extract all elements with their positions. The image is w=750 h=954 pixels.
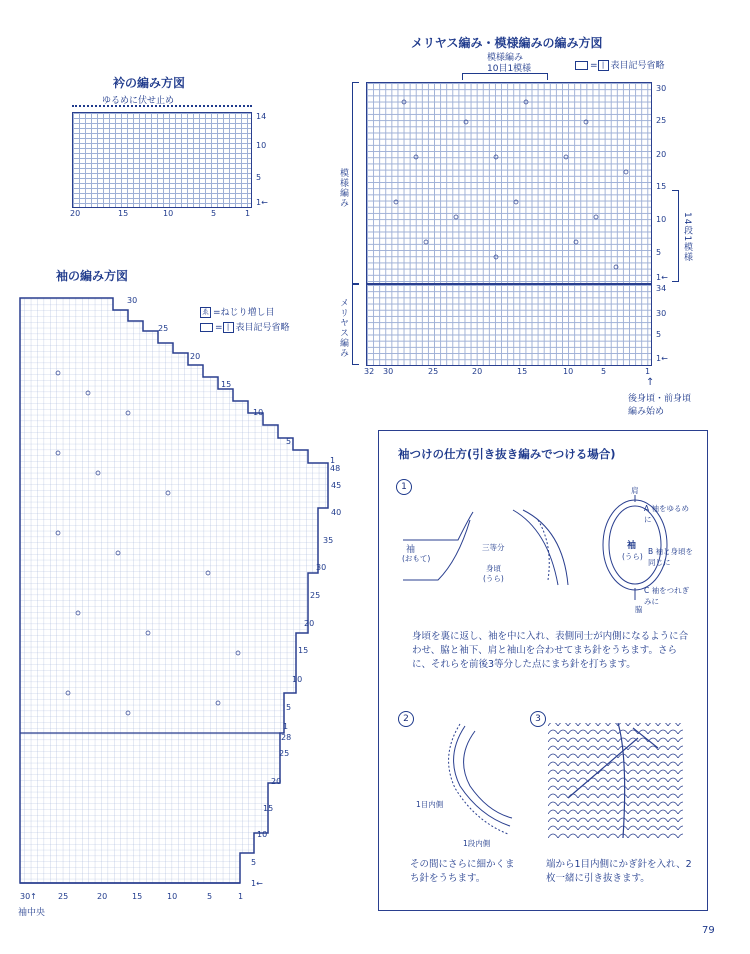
fig2-inner-row: 1段内側 [463, 839, 491, 848]
sleeve-right-label: 25 [279, 749, 290, 758]
fig1-three-parts: 三等分 [482, 543, 505, 552]
fig1-note-c: C 袖をつれぎみに [644, 586, 690, 606]
sleeve-bottom-label: 25 [58, 892, 69, 901]
sleeve-outline [20, 298, 328, 883]
collar-col-label: 20 [70, 209, 81, 218]
collar-row-label: 10 [256, 141, 267, 150]
instruction-2: その間にさらに細かくまち針をうちます。 [410, 859, 515, 884]
sleeve-right-label: 10 [257, 830, 268, 839]
sleeve-title: 袖の編み方図 [56, 269, 129, 283]
collar-row-label: 14 [256, 112, 267, 121]
knit-symbol-icon: | [598, 60, 609, 71]
body-right-row: 30 [656, 309, 667, 318]
body-right-row: 1← [656, 354, 668, 363]
empty-box-icon [575, 61, 588, 70]
fig1-oval-sub: (うら) [622, 552, 643, 561]
sleeve-right-label: 20 [271, 777, 282, 786]
page-number: 79 [702, 925, 715, 936]
sleeve-top-label: 15 [221, 380, 232, 389]
attach-title: 袖つけの仕方(引き抜き編みでつける場合) [398, 447, 616, 461]
fig2-inner-stitch: 1目内側 [416, 800, 444, 809]
instruction-1: 身頃を裏に返し、袖を中に入れ、表側同士が内側になるように合わせ、脇と袖下、肩と袖山を合わせてまち針をうちます。さらに、それらを前後3等分した点にまち針を打ちます。 [412, 631, 689, 670]
sleeve-right-label: 1← [251, 879, 263, 888]
repeat-row-bracket [672, 190, 679, 282]
sleeve-chart [18, 293, 341, 893]
fig1-underarm: 脇 [635, 605, 643, 614]
body-right-row: 15 [656, 182, 667, 191]
collar-grid [72, 112, 252, 208]
body-right-row: 5 [656, 330, 662, 339]
fig1-sleeve-label: 袖 [406, 545, 416, 555]
collar-row-label: 1← [256, 198, 268, 207]
sleeve-right-label: 15 [298, 646, 309, 655]
sleeve-bottom-label: 15 [132, 892, 143, 901]
sleeve-right-label: 28 [281, 733, 292, 742]
sleeve-right-label: 45 [331, 481, 342, 490]
fig1-oval-label: 袖 [627, 541, 637, 551]
fig1-sleeve-sub: (おもて) [402, 554, 431, 563]
body-bottom-label: 5 [601, 367, 607, 376]
step-1-badge: 1 [396, 474, 412, 495]
body-legend-omit: = | 表目記号省略 [575, 58, 665, 71]
step-2-figure [420, 716, 530, 846]
sleeve-right-label: 35 [323, 536, 334, 545]
start-arrow-icon: ↑ [646, 377, 655, 388]
body-bottom-label: 30 [383, 367, 394, 376]
collar-col-label: 5 [211, 209, 217, 218]
body-start-note-1: 後身頃・前身頃 [628, 394, 692, 404]
instruction-3: 端から1目内側にかぎ針を入れ、2枚一緒に引き抜きます。 [546, 859, 692, 884]
body-right-row: 30 [656, 84, 667, 93]
sleeve-right-label: 25 [310, 591, 321, 600]
sleeve-right-label: 10 [292, 675, 303, 684]
sleeve-right-label: 5 [251, 858, 257, 867]
step-2-badge: 2 [398, 706, 414, 727]
body-pattern-label: 模様編み [487, 53, 524, 63]
body-right-row: 20 [656, 150, 667, 159]
body-bottom-label: 25 [428, 367, 439, 376]
collar-title: 衿の編み方図 [113, 76, 186, 90]
step-3-figure [548, 718, 688, 848]
twist-increase-symbol-icon: ゑ [202, 308, 209, 316]
body-right-row: 34 [656, 284, 667, 293]
body-bottom-label: 1 [645, 367, 651, 376]
sleeve-bottom-label: 1 [238, 892, 244, 901]
collar-col-label: 15 [118, 209, 129, 218]
body-title: メリヤス編み・模様編みの編み方図 [411, 36, 603, 50]
sleeve-right-label: 40 [331, 508, 342, 517]
body-bottom-label: 10 [563, 367, 574, 376]
collar-bind-off-note: ゆるめに伏せ止め [102, 96, 175, 106]
bind-off-line [72, 105, 252, 109]
sleeve-bottom-label: 10 [167, 892, 178, 901]
sleeve-top-label: 48 [330, 464, 341, 473]
body-stockinette-grid [366, 283, 652, 366]
body-right-row: 25 [656, 116, 667, 125]
sleeve-right-label: 1 [283, 722, 289, 731]
body-start-note-2: 編み始め [628, 407, 665, 417]
collar-row-label: 5 [256, 173, 262, 182]
body-pattern-symbols [366, 82, 650, 282]
knit-symbol-icon: | [223, 322, 234, 333]
sleeve-top-label: 25 [158, 324, 169, 333]
body-bottom-label: 32 [364, 367, 375, 376]
fig1-body-sub: (うら) [483, 574, 504, 583]
body-right-row: 1← [656, 273, 668, 282]
sleeve-top-label: 5 [286, 437, 292, 446]
sleeve-right-label: 5 [286, 703, 292, 712]
sleeve-right-label: 15 [263, 804, 274, 813]
sleeve-right-label: 20 [304, 619, 315, 628]
sleeve-top-label: 10 [253, 408, 264, 417]
collar-col-label: 1 [245, 209, 251, 218]
left-pattern-bracket [352, 82, 359, 284]
sleeve-bottom-label: 20 [97, 892, 108, 901]
body-repeat-note: 14段1模様 [682, 212, 692, 263]
body-right-row: 10 [656, 215, 667, 224]
body-pattern-repeat: 10目1模様 [487, 64, 532, 74]
sleeve-top-label: 30 [127, 296, 138, 305]
step-3-badge: 3 [530, 706, 546, 727]
body-bottom-label: 20 [472, 367, 483, 376]
sleeve-top-label: 20 [190, 352, 201, 361]
body-left-label-pattern: 模様編み [338, 168, 348, 208]
sleeve-legend-omit: = | 表目記号省略 [200, 320, 290, 333]
body-bottom-label: 15 [517, 367, 528, 376]
repeat-bracket [462, 73, 548, 80]
sleeve-bottom-label: 30↑ [20, 892, 37, 901]
sleeve-right-label: 30 [316, 563, 327, 572]
fig1-note-b: B 袖と身頃を同じに [648, 547, 694, 567]
body-left-label-stockinette: メリヤス編み [338, 298, 348, 358]
sleeve-center-label: 袖中央 [18, 908, 46, 918]
sleeve-top-label: 1 [330, 456, 336, 465]
fig1-note-a: A 袖をゆるめに [644, 504, 690, 524]
sleeve-legend-twist: ゑ =ねじり増し目 [202, 308, 275, 318]
collar-col-label: 10 [163, 209, 174, 218]
fig1-shoulder: 肩 [631, 486, 639, 495]
body-right-row: 5 [656, 248, 662, 257]
sleeve-bottom-label: 5 [207, 892, 213, 901]
left-stockinette-bracket [352, 284, 359, 365]
fig1-body-label: 身頃 [486, 564, 501, 573]
